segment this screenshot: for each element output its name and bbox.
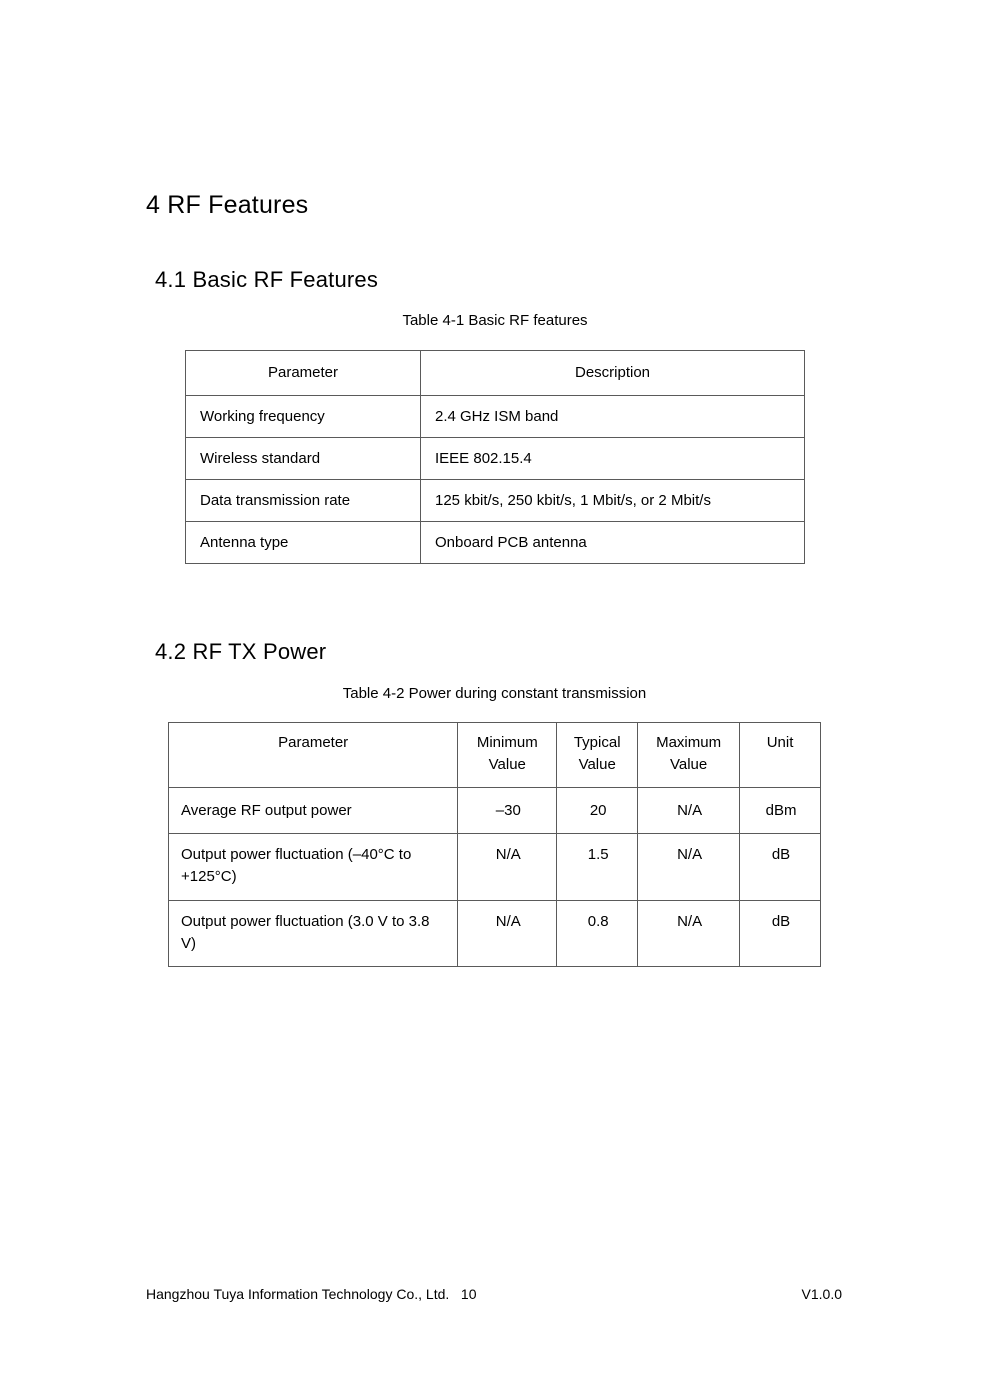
cell-minimum: –30 <box>458 787 557 834</box>
cell-description: 125 kbit/s, 250 kbit/s, 1 Mbit/s, or 2 Mbit/s <box>421 480 805 522</box>
cell-minimum: N/A <box>458 834 557 901</box>
table-row <box>186 522 805 564</box>
table-4-1-caption: Table 4-1 Basic RF features <box>402 312 588 329</box>
cell-typical: 20 <box>557 787 638 834</box>
cell-parameter: Wireless standard <box>186 438 421 480</box>
cell-unit: dBm <box>740 787 821 834</box>
table-row <box>169 900 821 967</box>
table-header-row <box>169 723 821 788</box>
cell-maximum: N/A <box>638 787 740 834</box>
cell-parameter: Data transmission rate <box>186 480 421 522</box>
table-row <box>169 834 821 901</box>
header-line-2: Value <box>488 755 526 773</box>
section-heading-4-2: 4.2 RF TX Power <box>155 639 327 665</box>
page-title: 4 RF Features <box>146 190 309 219</box>
cell-minimum: N/A <box>458 900 557 967</box>
column-header-typical-value <box>557 723 638 788</box>
column-header-parameter <box>169 723 458 788</box>
footer-version: V1.0.0 <box>801 1286 842 1302</box>
cell-parameter: Antenna type <box>186 522 421 564</box>
cell-unit: dB <box>740 900 821 967</box>
section-heading-4-1: 4.1 Basic RF Features <box>155 267 379 293</box>
cell-description: 2.4 GHz ISM band <box>421 396 805 438</box>
cell-parameter: Working frequency <box>186 396 421 438</box>
column-header-unit <box>740 723 821 788</box>
column-header-maximum-value <box>638 723 740 788</box>
table-row <box>186 480 805 522</box>
header-line-2: Value <box>578 755 616 773</box>
cell-maximum: N/A <box>638 900 740 967</box>
cell-description: IEEE 802.15.4 <box>421 438 805 480</box>
column-header-description: Description <box>421 351 805 396</box>
table-row <box>186 396 805 438</box>
header-line-1: Minimum <box>476 734 538 751</box>
table-basic-rf-features <box>185 350 805 564</box>
column-header-parameter: Parameter <box>186 351 421 396</box>
cell-unit: dB <box>740 834 821 901</box>
table-rf-tx-power <box>168 722 821 967</box>
header-line-2: Value <box>669 755 708 773</box>
table-header-row <box>186 351 805 396</box>
page-footer <box>0 1286 990 1306</box>
header-line-1: Unit <box>766 734 794 751</box>
table-row <box>169 787 821 834</box>
header-line-1: Parameter <box>278 734 349 751</box>
header-line-1: Typical <box>573 734 621 751</box>
table-row <box>186 438 805 480</box>
cell-maximum: N/A <box>638 834 740 901</box>
cell-parameter: Output power fluctuation (3.0 V to 3.8 V) <box>169 900 458 967</box>
table-4-2-caption: Table 4-2 Power during constant transmission <box>342 685 647 702</box>
footer-company-and-page: Hangzhou Tuya Information Technology Co., Ltd. 10 <box>146 1286 477 1302</box>
cell-description: Onboard PCB antenna <box>421 522 805 564</box>
cell-parameter: Output power fluctuation (–40°C to +125°C) <box>169 834 458 901</box>
cell-parameter: Average RF output power <box>169 787 458 834</box>
column-header-minimum-value <box>458 723 557 788</box>
header-line-1: Maximum <box>656 734 722 751</box>
cell-typical: 0.8 <box>557 900 638 967</box>
cell-typical: 1.5 <box>557 834 638 901</box>
